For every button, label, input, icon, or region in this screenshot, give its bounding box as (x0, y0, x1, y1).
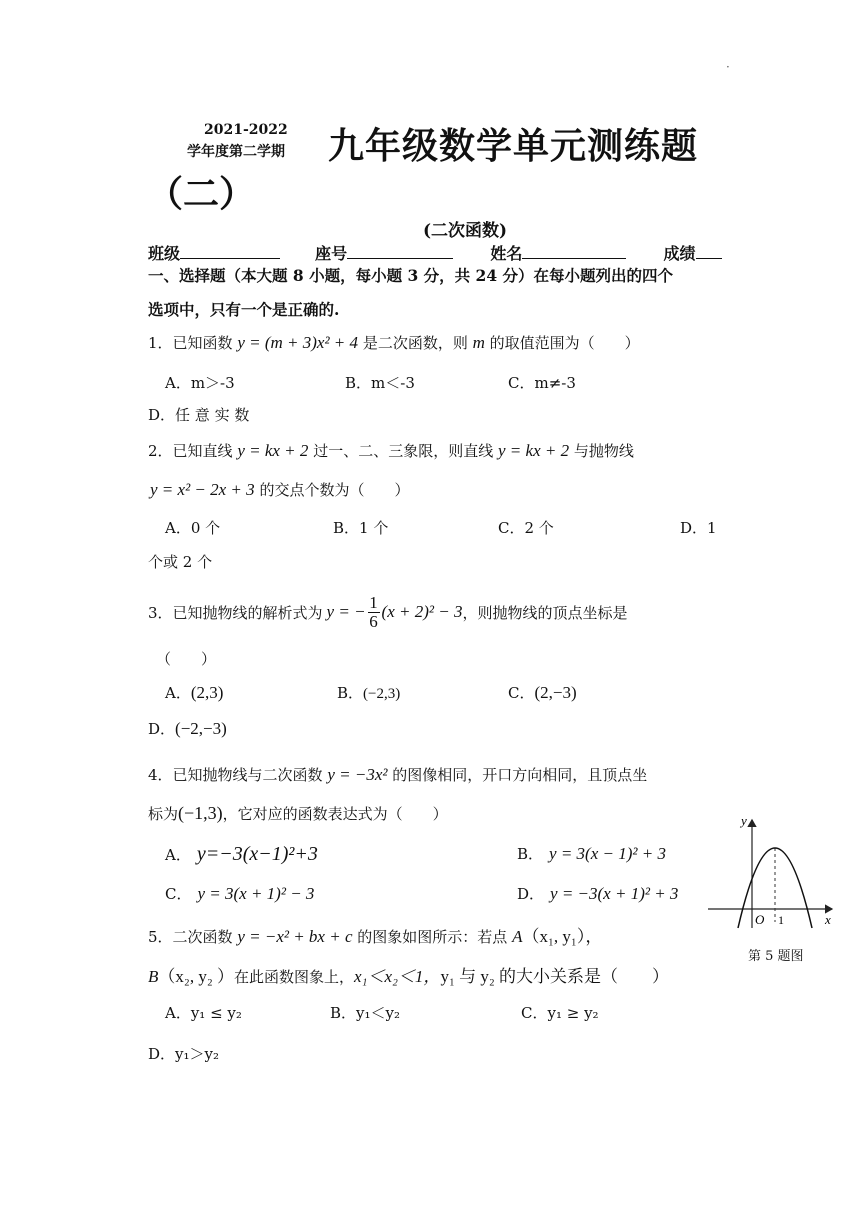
q2-formula-parabola: y = x² − 2x + 3 (150, 480, 255, 499)
figure-caption: 第 5 题图 (748, 949, 804, 964)
q3-option-b: B．(−2,3) (337, 684, 401, 702)
q3-option-c: C．(2,−3) (508, 683, 577, 702)
q3-option-d: D．(−2,−3) (148, 719, 227, 738)
student-info-row (148, 241, 722, 264)
q2-option-d: D．1 (680, 519, 717, 537)
name-blank[interactable] (522, 244, 626, 259)
page-title-continuation: （二） (147, 173, 256, 215)
section1-line1: 一、选择题（本大题 8 小题，每小题 3 分，共 24 分）在每小题列出的四个 (148, 266, 674, 285)
q2-option-a: A．0 个 (165, 519, 221, 537)
q5-option-c: C．y₁ ≥ y₂ (521, 1004, 599, 1022)
seat-label: 座号 (315, 244, 348, 263)
q3-option-a: A．(2,3) (165, 683, 224, 702)
question-1-stem: 1．已知函数 y = (m + 3)x² + 4 是二次函数，则 m 的取值范围为（ ） (148, 333, 640, 352)
score-blank[interactable] (696, 244, 722, 259)
question-2-stem-cont: y = x² − 2x + 3 的交点个数为（ ） (150, 480, 410, 499)
question-5-stem: 5．二次函数 y = −x² + bx + c 的图象如图所示：若点 A（x₁, y₁）， (148, 927, 603, 946)
q4-option-b: B． y = 3(x − 1)² + 3 (517, 844, 666, 863)
q2-option-c: C．2 个 (498, 519, 554, 537)
q1-option-a: A．m＞-3 (165, 374, 235, 392)
question-5-graph (704, 812, 840, 932)
tick-label-1: 1 (778, 913, 784, 927)
q5-option-a: A．y₁ ≤ y₂ (165, 1004, 242, 1022)
question-4-stem: 4．已知抛物线与二次函数 y = −3x² 的图像相同，开口方向相同，且顶点坐 (148, 765, 648, 784)
corner-dot: · (726, 60, 730, 74)
x-axis-label: x (825, 912, 831, 927)
q1-option-d: D．任 意 实 数 (148, 406, 250, 424)
q1-option-c: C．m≠-3 (508, 374, 576, 392)
section1-line2: 选项中，只有一个是正确的. (148, 300, 340, 319)
y-axis-label: y (741, 813, 747, 828)
q5-option-b: B．y₁＜y₂ (330, 1004, 400, 1022)
seat-blank[interactable] (347, 244, 453, 259)
q2-option-b: B．1 个 (333, 519, 389, 537)
class-label: 班级 (148, 244, 181, 263)
semester-label: 学年度第二学期 (187, 144, 285, 160)
page-title: 九年级数学单元测练题 (328, 125, 699, 167)
q5-option-d: D．y₁＞y₂ (148, 1045, 220, 1063)
page-subtitle: (二次函数) (423, 221, 508, 241)
q2-formula-line2: y = kx + 2 (498, 441, 570, 460)
class-blank[interactable] (180, 244, 280, 259)
q5-formula: y = −x² + bx + c (237, 927, 353, 946)
q4-option-c: C． y = 3(x + 1)² − 3 (165, 884, 315, 903)
q1-formula: y = (m + 3)x² + 4 (237, 333, 359, 352)
question-2-stem: 2．已知直线 y = kx + 2 过一、二、三象限，则直线 y = kx + 2 与抛物线 (148, 441, 634, 460)
name-label: 姓名 (490, 244, 523, 263)
q4-option-a: A． y=−3(x−1)²+3 (165, 843, 318, 865)
question-4-stem-cont: 标为(−1,3)，它对应的函数表达式为（ ） (148, 803, 448, 823)
q3-answer-paren: （ ） (156, 650, 217, 668)
q4-option-d: D． y = −3(x + 1)² + 3 (517, 884, 679, 903)
score-label: 成绩 (663, 244, 696, 263)
q2-option-d-cont: 个或 2 个 (148, 553, 213, 571)
question-3-stem: 3．已知抛物线的解析式为 y = − 1 6 (x + 2)² − 3 ，则抛物线的顶点坐标是 (148, 592, 628, 631)
q3-fraction: 1 6 (369, 592, 378, 631)
q1-option-b: B．m＜-3 (345, 374, 415, 392)
question-5-stem-cont: B（x₂, y₂ ）在此函数图象上，x₁＜x₂＜1，y₁ 与 y₂ 的大小关系是（ ） (148, 967, 670, 986)
q4-formula: y = −3x² (327, 765, 388, 784)
origin-label: O (755, 912, 765, 927)
q2-formula-line1: y = kx + 2 (237, 441, 309, 460)
year-label: 2021-2022 (204, 122, 288, 138)
